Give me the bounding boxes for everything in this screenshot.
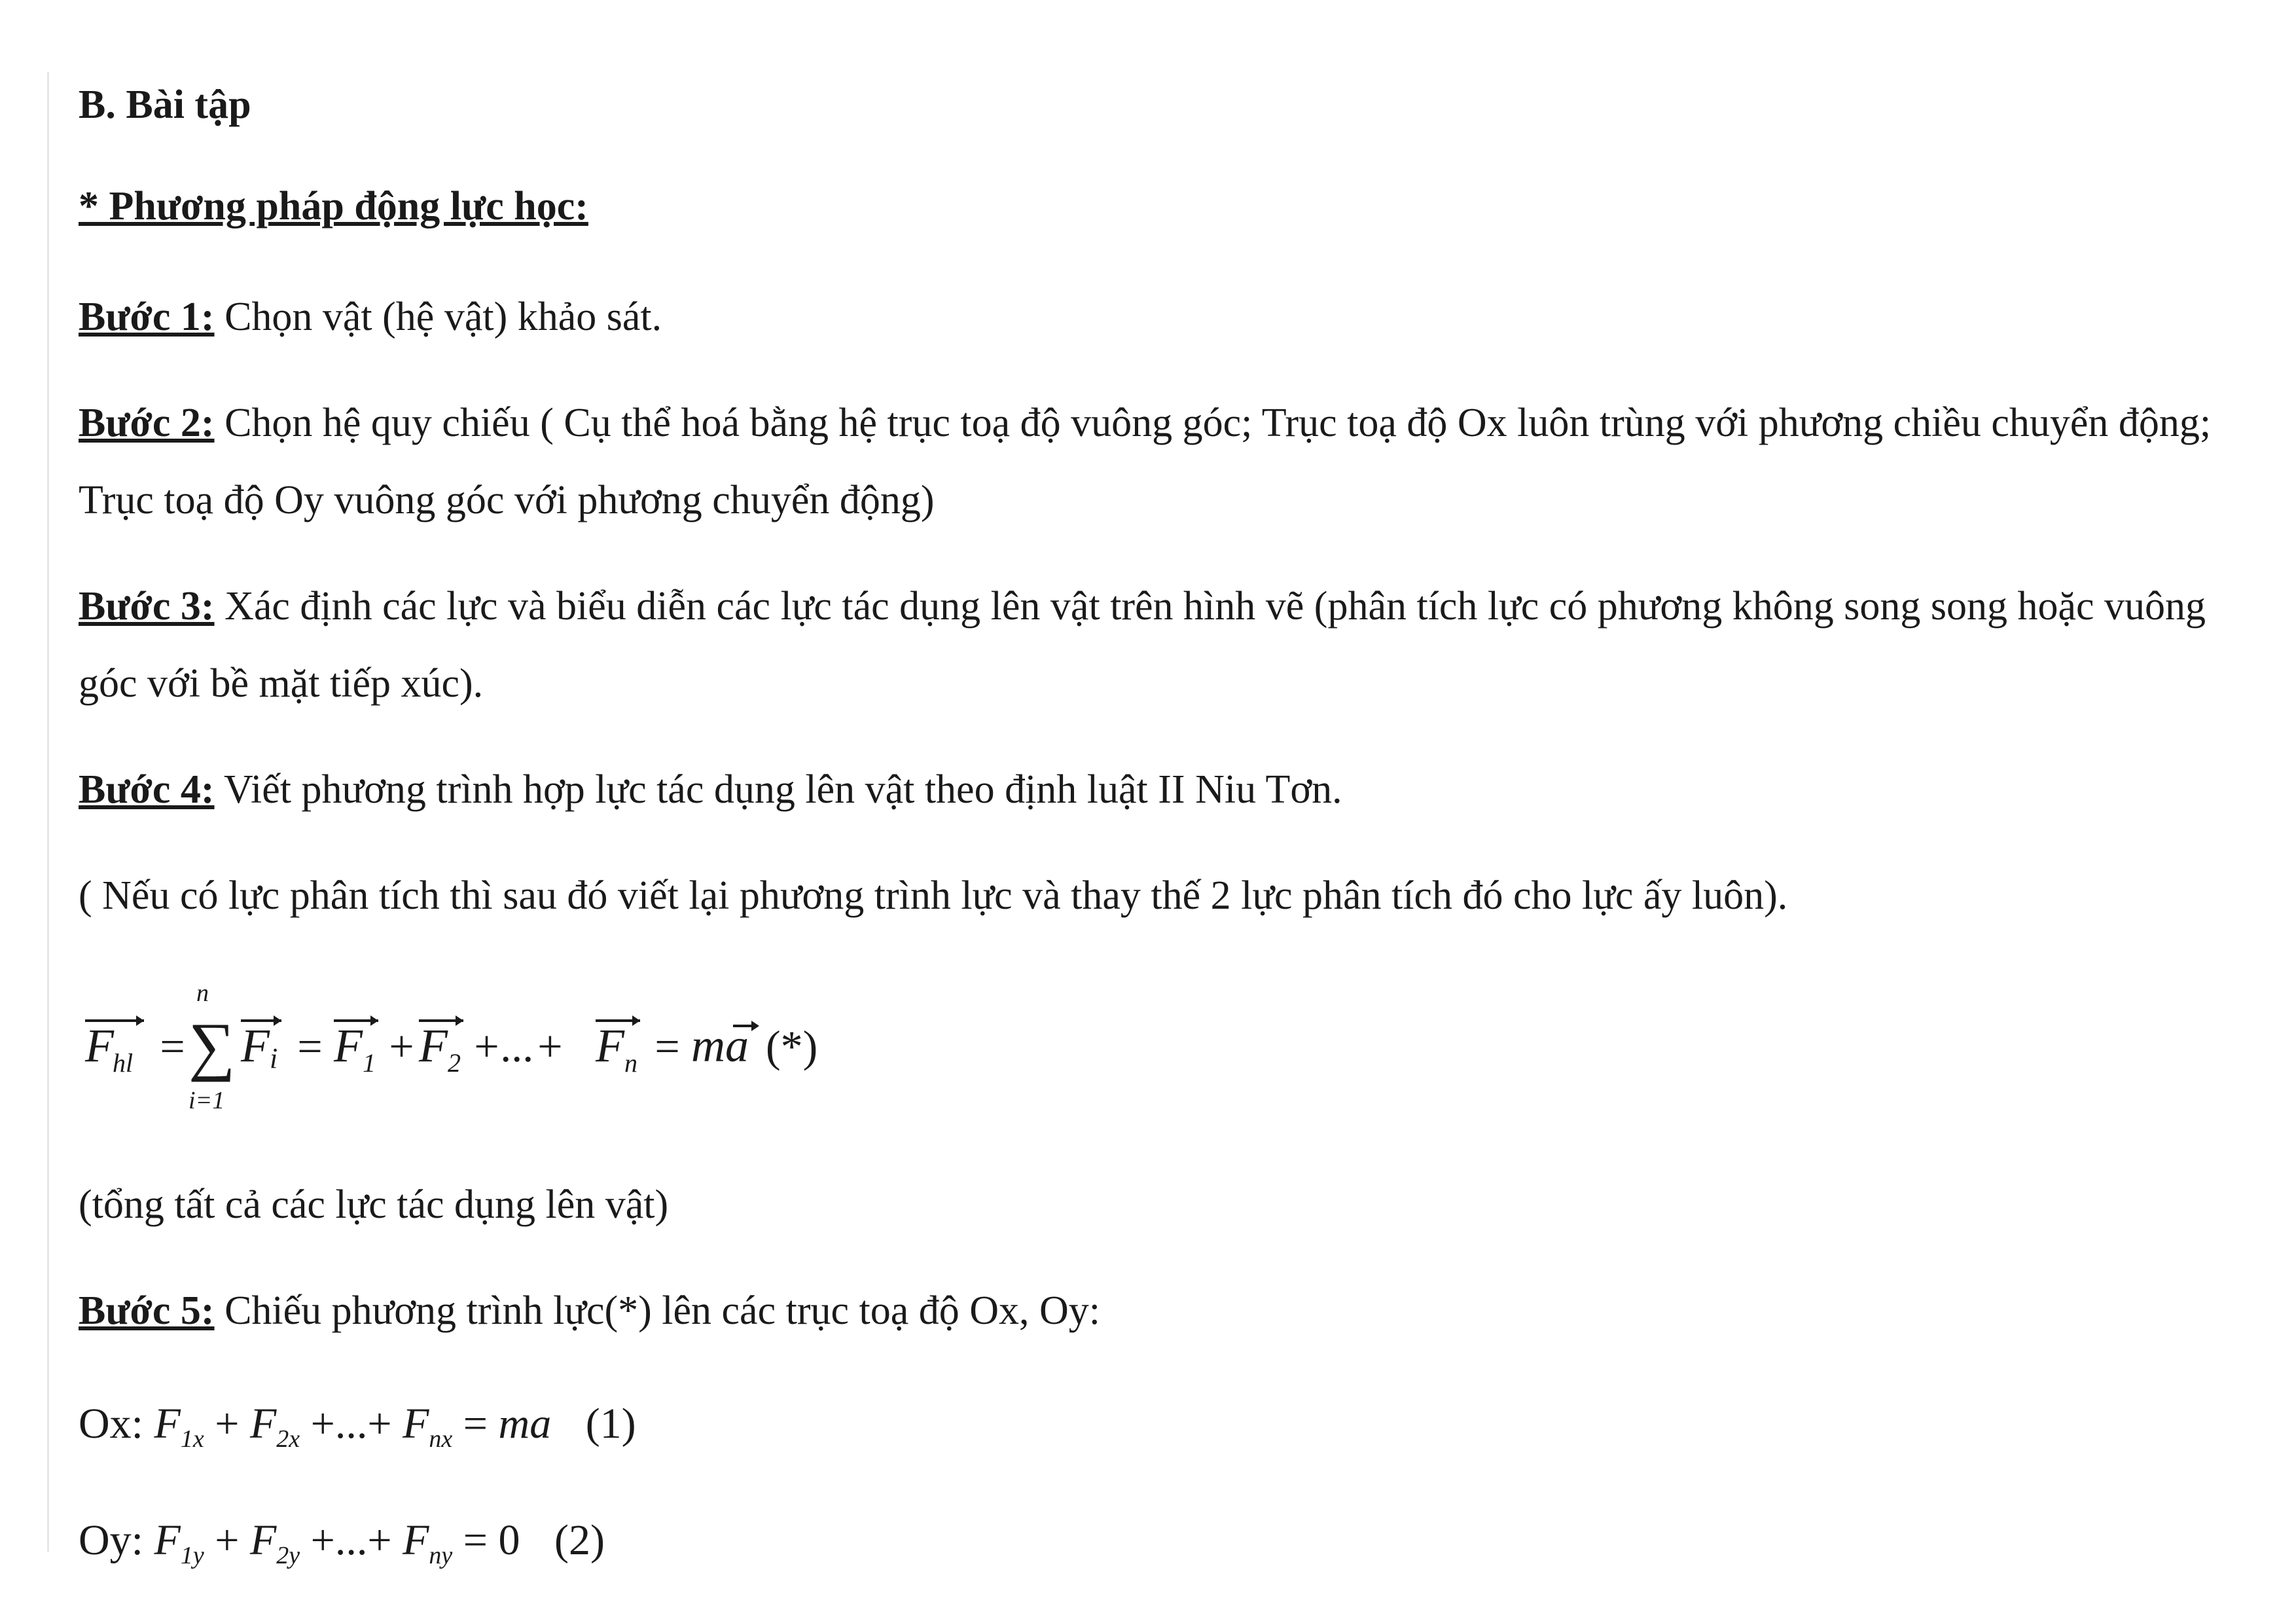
equation-ox-term-2: F <box>249 1400 277 1448</box>
formula-sum-term-sub: i <box>270 1042 278 1074</box>
vector-arrow-head-icon <box>751 1021 759 1031</box>
formula-term-2: F <box>419 1019 448 1072</box>
equation-ox-tag: (1) <box>585 1400 636 1448</box>
step-3-text: Xác định các lực và biểu diễn các lực tác dụng lên vật trên hình vẽ (phân tích lực có phương không song song hoặc vuông góc với bề mặt tiếp xúc). <box>79 584 2206 706</box>
step-5-text: Chiếu phương trình lực(*) lên các trục toạ độ Ox, Oy: <box>214 1288 1100 1333</box>
equation-ox <box>79 1378 2251 1476</box>
equation-oy-term-n-sub: ny <box>429 1542 453 1569</box>
formula-ellipsis: +...+ <box>471 1021 565 1071</box>
equation-oy-axis: Oy: <box>79 1516 143 1564</box>
formula-term-1-sub: 1 <box>363 1048 376 1078</box>
formula-term-n: F <box>596 1019 624 1072</box>
formula-equals-3: = <box>652 1021 682 1071</box>
equation-oy-plus: + <box>215 1516 240 1564</box>
equation-ox-term-2-sub: 2x <box>276 1425 300 1453</box>
step-4 <box>79 751 2251 828</box>
document-body <box>79 72 2251 1611</box>
formula-tag: (*) <box>766 1021 818 1071</box>
formula-rhs: ma <box>691 1019 749 1072</box>
equation-ox-ellipsis: +...+ <box>310 1400 392 1448</box>
equation-oy-ellipsis: +...+ <box>310 1516 392 1564</box>
equation-ox-term-n-sub: nx <box>429 1425 453 1453</box>
equation-oy-equals: = <box>463 1516 488 1564</box>
step-4-text: Viết phương trình hợp lực tác dụng lên vật theo định luật II Niu Tơn. <box>214 767 1342 812</box>
equation-oy-term-n: F <box>403 1516 429 1564</box>
vector-arrow-head-icon <box>370 1015 378 1026</box>
equation-oy-term-1-sub: 1y <box>180 1542 204 1569</box>
step-3-label: Bước 3: <box>79 584 215 629</box>
method-title: * Phương pháp động lực học: <box>79 184 588 228</box>
step-5-label: Bước 5: <box>79 1288 215 1333</box>
formula-caption: (tổng tất cả các lực tác dụng lên vật) <box>79 1182 669 1227</box>
equation-oy-tag: (2) <box>554 1516 605 1564</box>
formula-term-2-sub: 2 <box>448 1048 461 1078</box>
step-4-note: ( Nếu có lực phân tích thì sau đó viết lại phương trình lực và thay thế 2 lực phân tích đó cho lực ấy luôn). <box>79 873 1788 918</box>
step-2 <box>79 384 2251 539</box>
formula-svg <box>79 963 995 1127</box>
sum-upper-limit: n <box>196 979 209 1007</box>
step-5 <box>79 1272 2251 1349</box>
equation-oy-rhs: 0 <box>498 1516 520 1564</box>
formula-lhs-sub: hl <box>113 1048 134 1078</box>
equation-oy <box>79 1495 2251 1593</box>
sigma-icon: ∑ <box>188 1010 236 1082</box>
step-2-label: Bước 2: <box>79 401 215 445</box>
formula-term-1: F <box>334 1019 363 1072</box>
equation-oy-term-2: F <box>249 1516 277 1564</box>
left-border-rule <box>47 72 49 1552</box>
formula-equals-1: = <box>157 1021 187 1071</box>
equation-ox-term-n: F <box>403 1400 429 1448</box>
step-4-label: Bước 4: <box>79 767 215 812</box>
sum-lower-limit: i=1 <box>188 1087 225 1114</box>
equation-ox-term-1-sub: 1x <box>180 1425 204 1453</box>
step-1 <box>79 278 2251 356</box>
equation-ox-term-1: F <box>154 1400 181 1448</box>
step-3 <box>79 568 2251 722</box>
vector-arrow-head-icon <box>274 1015 281 1026</box>
newton-second-law-formula <box>79 963 2251 1127</box>
equation-ox-rhs: ma <box>498 1400 552 1448</box>
vector-arrow-head-icon <box>136 1015 144 1026</box>
section-title: B. Bài tập <box>79 82 251 127</box>
formula-plus-1: + <box>386 1021 416 1071</box>
formula-term-n-sub: n <box>624 1048 637 1078</box>
step-1-text: Chọn vật (hệ vật) khảo sát. <box>214 295 662 339</box>
vector-arrow-head-icon <box>632 1015 640 1026</box>
equation-oy-term-2-sub: 2y <box>276 1542 300 1569</box>
equation-oy-term-1: F <box>154 1516 181 1564</box>
formula-sum-term: F <box>241 1019 270 1072</box>
vector-arrow-head-icon <box>456 1015 463 1026</box>
equation-ox-axis: Ox: <box>79 1400 143 1448</box>
equation-ox-equals: = <box>463 1400 488 1448</box>
step-2-text: Chọn hệ quy chiếu ( Cụ thể hoá bằng hệ trục toạ độ vuông góc; Trục toạ độ Ox luôn trùng với phương chiều chuyển động; Trục toạ độ Oy vuông góc với phương chuyển động) <box>79 401 2212 522</box>
formula-equals-2: = <box>295 1021 325 1071</box>
formula-lhs: F <box>85 1019 114 1072</box>
equation-ox-plus: + <box>215 1400 240 1448</box>
step-1-label: Bước 1: <box>79 295 215 339</box>
